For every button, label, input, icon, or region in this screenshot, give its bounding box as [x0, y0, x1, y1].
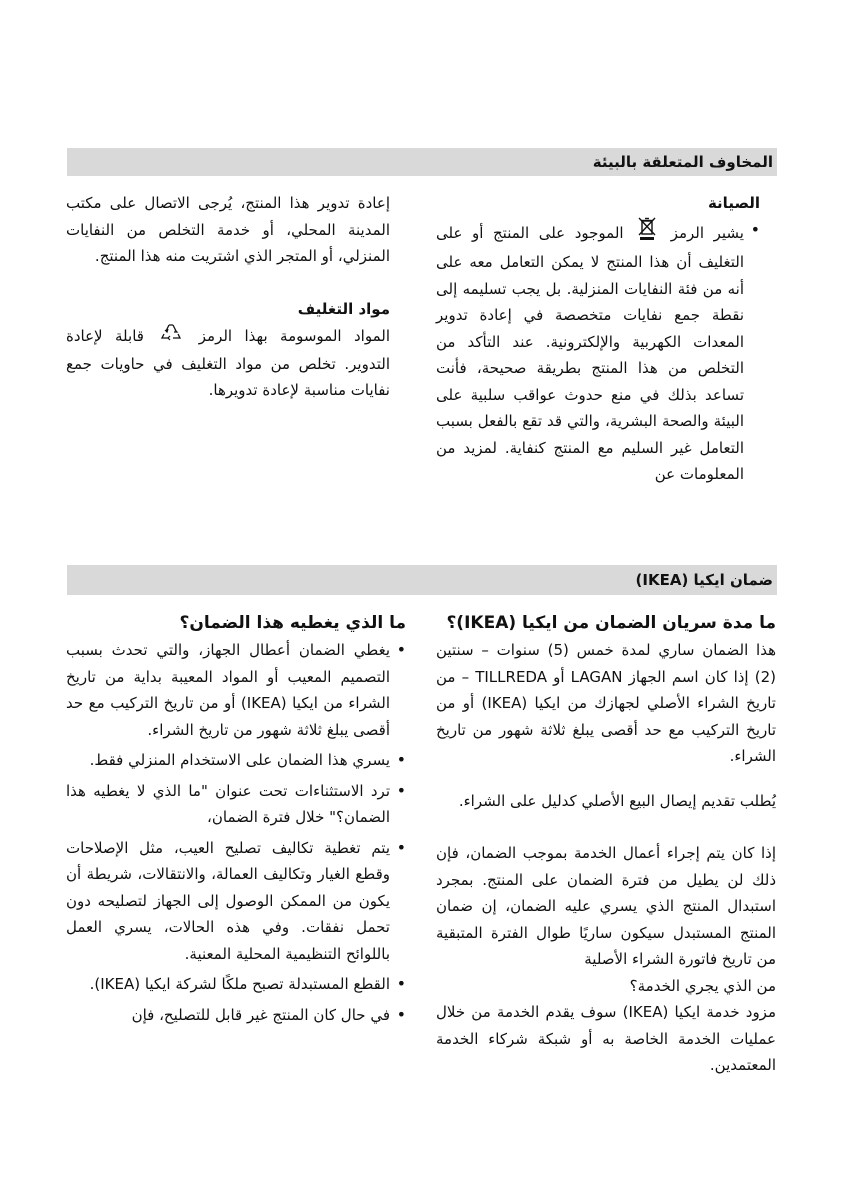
list-item: • القطع المستبدلة تصبح ملكًا لشركة ايكيا (IKEA). — [66, 971, 406, 998]
list-item: • يسري هذا الضمان على الاستخدام المنزلي فقط. — [66, 747, 406, 774]
recycling-text: إعادة تدوير هذا المنتج، يُرجى الاتصال على مكتب المدينة المحلي، أو خدمة التخلص من النفايات المنزلي، أو المتجر الذي اشتريت منه هذا المنتج. — [66, 194, 390, 265]
section-header-warranty — [67, 565, 777, 595]
section-title: ضمان ايكيا (IKEA) — [635, 571, 773, 589]
service-warranty-text: إذا كان يتم إجراء أعمال الخدمة بموجب الضمان، فإن ذلك لن يطيل من فترة الضمان على المنتج. بمجرد استبدال المنتج الذي يسري عليه الضمان، إن ضمان المنتج المستبدل سيكون ساريًا طوال الفترة المتبقية من تاريخ فاتورة الشراء الأصلية — [436, 844, 776, 968]
recycle-icon — [160, 322, 182, 351]
crossed-bin-icon — [637, 217, 657, 250]
warranty-coverage-column — [66, 609, 406, 1028]
list-item: • يشير الرمز الموجود على المنتج أو على التغليف أن هذا المنتج لا يمكن التعامل معه على أنه من فئة النفايات المنزلية. بل يجب تسليمه إلى نقطة جمع نفايات متخصصة في إعادة تدوير المعدات الكهربية والإلكترونية. عند التأكد من التخلص من هذا المنتج بطريقة صحيحة، فأنت تساعد بذلك في منع حدوث عواقب سلبية على البيئة والصحة البشرية، والتي قد تقع بالفعل بسبب التعامل غير السليم مع المنتج كنفاية. لمزيد من المعلومات عن — [436, 217, 760, 488]
maintenance-heading: الصيانة — [707, 194, 760, 212]
packaging-heading: مواد التغليف — [297, 299, 390, 318]
list-item: • ترد الاستثناءات تحت عنوان "ما الذي لا يغطيه هذا الضمان؟" خلال فترة الضمان، — [66, 778, 406, 831]
service-provider-text: مزود خدمة ايكيا (IKEA) سوف يقدم الخدمة من خلال عمليات الخدمة الخاصة به أو شبكة شركاء الخدمة المعتمدين. — [436, 1003, 776, 1074]
duration-heading: ما مدة سريان الضمان من ايكيا (IKEA)؟ — [446, 613, 776, 633]
list-item: • يغطي الضمان أعطال الجهاز، والتي تحدث بسبب التصميم المعيب أو المواد المعيبة بداية من تاريخ الشراء من ايكيا (IKEA) أو من تاريخ التركيب مع حد أقصى يبلغ ثلاثة شهور من تاريخ الشراء. — [66, 637, 406, 743]
maintenance-column — [436, 190, 760, 488]
list-item: • في حال كان المنتج غير قابل للتصليح، فإن — [66, 1002, 406, 1029]
duration-text: هذا الضمان ساري لمدة خمس (5) سنوات – سنتين (2) إذا كان اسم الجهاز LAGAN أو TILLREDA – من تاريخ الشراء الأصلي لجهازك من ايكيا (IKEA) أو من تاريخ التركيب مع حد أقصى يبلغ ثلاثة شهور من تاريخ الشراء. — [436, 641, 777, 765]
section-header-environment — [67, 148, 777, 176]
warranty-duration-column — [436, 609, 776, 1079]
recycling-column — [66, 190, 390, 404]
receipt-text: يُطلب تقديم إيصال البيع الأصلي كدليل على الشراء. — [458, 791, 776, 810]
list-item: • يتم تغطية تكاليف تصليح العيب، مثل الإصلاحات وقطع الغيار وتكاليف العمالة، والانتقالات، شريطة أن يكون من الممكن الوصول إلى الجهاز لتصليحه دون تحمل نفقات. وفي هذه الحالات، يسري العمل باللوائح التنظيمية المحلية المعنية. — [66, 835, 406, 968]
section-title: المخاوف المتعلقة بالبيئة — [592, 153, 773, 171]
packaging-text: المواد الموسومة بهذا الرمز قابلة لإعادة التدوير. تخلص من مواد التغليف في حاويات جمع نفايات مناسبة لإعادة تدويرها. — [66, 322, 390, 404]
coverage-heading: ما الذي يغطيه هذا الضمان؟ — [179, 613, 406, 633]
service-heading: من الذي يجري الخدمة؟ — [629, 976, 776, 995]
